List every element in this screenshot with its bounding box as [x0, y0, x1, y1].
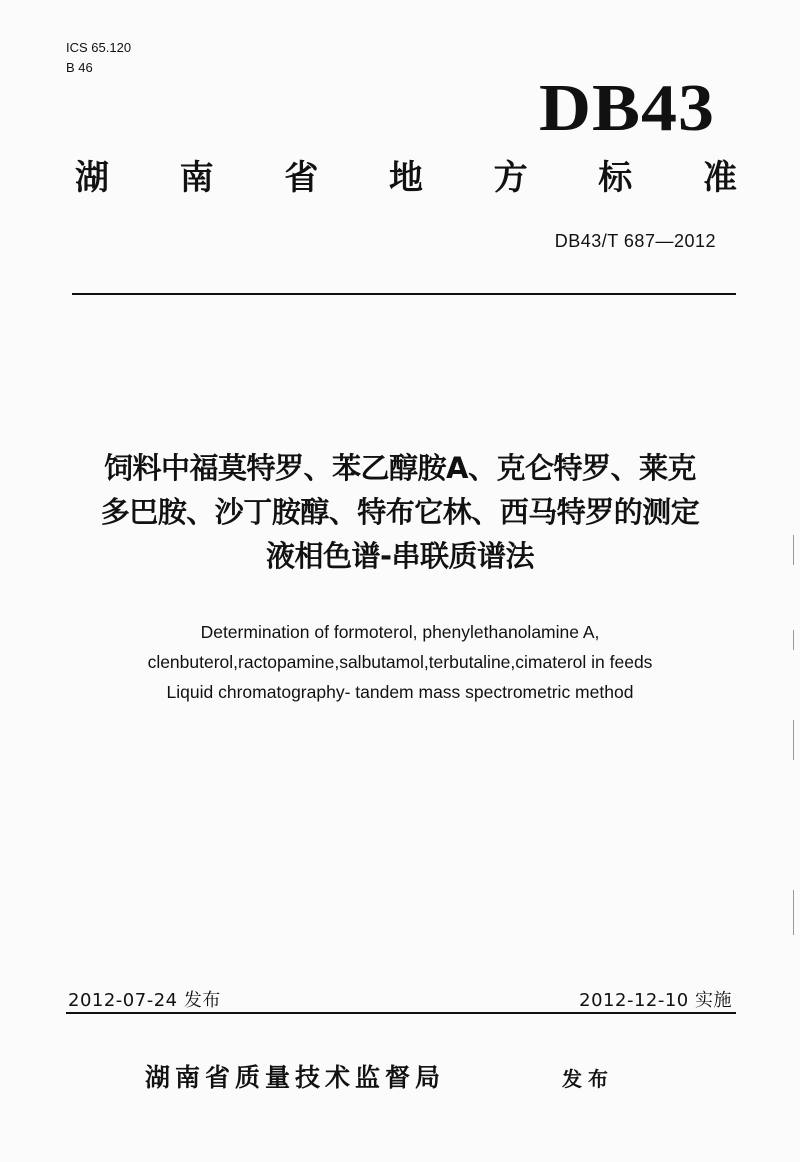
implementation-date: 2012-12-10 实施 [579, 990, 732, 1011]
standard-type-char: 湖 [75, 158, 109, 198]
scan-edge-mark [793, 630, 794, 650]
standard-mark: DB43 [538, 71, 715, 145]
ics-code: ICS 65.120 [66, 40, 132, 55]
classification-codes [66, 38, 131, 78]
standard-type [75, 156, 737, 200]
title-chinese [60, 446, 740, 578]
scan-edge-mark [793, 535, 794, 565]
title-en-line-1: Determination of formoterol, phenylethanolamine A, [200, 622, 600, 642]
title-english [60, 617, 740, 707]
issuing-authority: 湖南省质量技术监督局 [145, 1063, 446, 1092]
title-en-line-2: clenbuterol,ractopamine,salbutamol,terbutaline,cimaterol in feeds [147, 652, 653, 672]
standard-type-char: 地 [388, 158, 423, 198]
publish-date: 2012-07-24 发布 [68, 990, 221, 1011]
standard-type-char: 准 [702, 158, 737, 198]
standard-number: DB43/T 687—2012 [554, 231, 716, 251]
scan-edge-mark [793, 720, 794, 760]
standard-type-char: 南 [179, 158, 214, 198]
standard-type-char: 方 [493, 158, 528, 198]
title-zh-line-3: 液相色谱-串联质谱法 [265, 539, 535, 573]
issue-action: 发布 [562, 1067, 614, 1091]
title-zh-line-1: 饲料中福莫特罗、苯乙醇胺A、克仑特罗、莱克 [104, 451, 696, 485]
ccs-code: B 46 [66, 60, 93, 75]
scan-edge-mark [793, 890, 794, 935]
title-en-line-3: Liquid chromatography- tandem mass spectrometric method [166, 682, 634, 702]
top-divider [72, 293, 736, 295]
standard-type-char: 省 [284, 158, 319, 198]
title-zh-line-2: 多巴胺、沙丁胺醇、特布它林、西马特罗的测定 [100, 495, 700, 529]
bottom-divider [66, 1012, 736, 1014]
standard-type-char: 标 [598, 158, 633, 198]
